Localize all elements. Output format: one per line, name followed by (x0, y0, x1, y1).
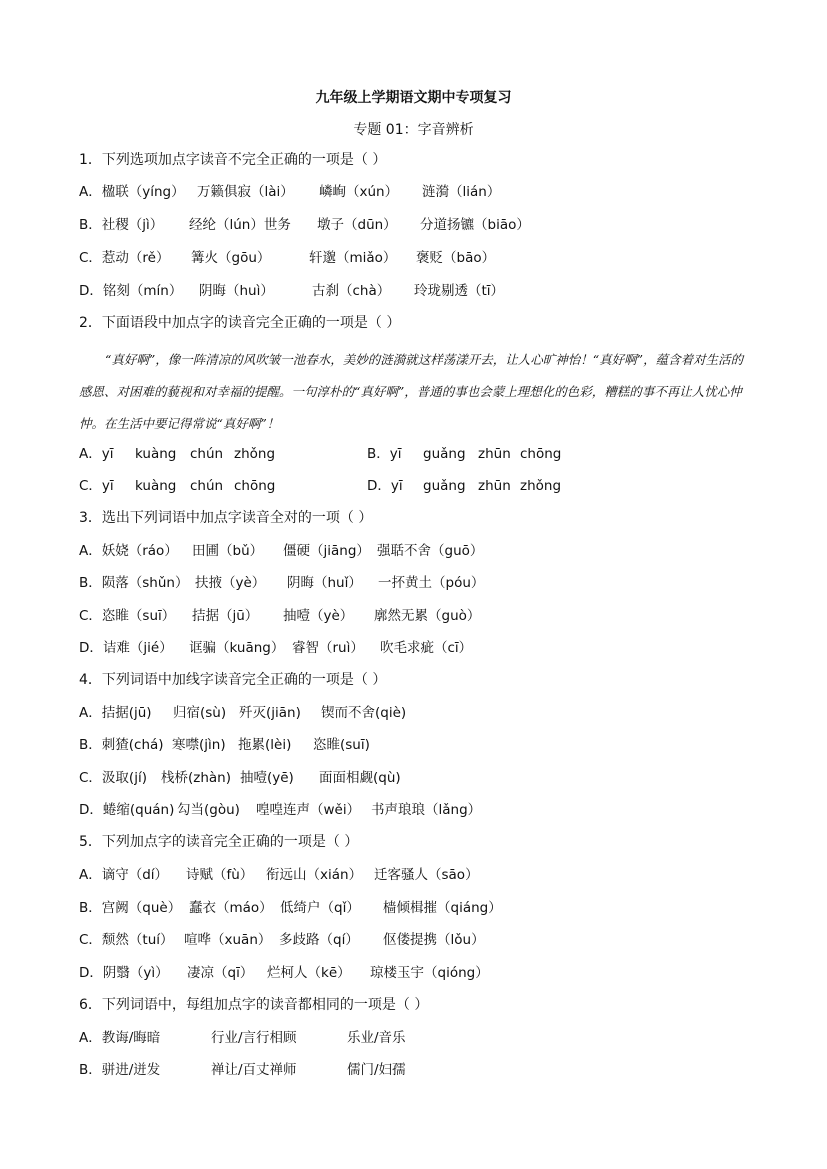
option-part: A．拮据(jū) (79, 705, 152, 721)
option-part: 诓骗（kuāng） (189, 640, 285, 656)
question-5-option-b (79, 898, 502, 918)
question-1-option-b (79, 215, 530, 235)
option-part: D．阴翳（yì） (79, 965, 169, 981)
option-part: 诗赋（fù） (186, 867, 254, 883)
option-part: B．yī (367, 446, 402, 462)
option-part: 寒噤(jìn) (172, 737, 226, 753)
option-part: 书声琅琅（lǎng） (371, 802, 482, 818)
question-2-stem: 2．下面语段中加点字的读音完全正确的一项是（ ） (79, 315, 401, 331)
option-part: 睿智（ruì） (292, 640, 364, 656)
option-part: 凄凉（qī） (187, 965, 254, 981)
option-part: B．刺猹(chá) (79, 737, 164, 753)
question-2-passage: “真好啊”，像一阵清凉的风吹皱一池春水，美妙的涟漪就这样荡漾开去，让人心旷神怡！“真好啊”，蕴含着对生活的感恩、对困难的藐视和对幸福的提醒。一句淳朴的“真好啊”，普通的事也会蒙上理想化的色彩，糟糕的事不再让人忧心忡忡。在生活中要记得常说“真好啊”！ (79, 352, 744, 431)
option-part: 衔远山（xián） (266, 867, 363, 883)
option-part: chún (190, 478, 224, 494)
option-part: 阴晦（huǐ） (287, 575, 362, 591)
option-part: 吹毛求疵（cī） (380, 640, 473, 656)
question-1-option-a (79, 182, 500, 202)
option-part: 归宿(sù) (173, 705, 227, 721)
option-part: 阴晦（huì） (199, 283, 274, 299)
option-part: 拖累(lèi) (238, 737, 292, 753)
option-part: chōng (234, 478, 276, 494)
question-2-option-a (79, 444, 275, 464)
option-part: 多歧路（qí） (279, 932, 359, 948)
option-part: 廓然无累（guò） (374, 608, 481, 624)
option-part: A．教诲/晦暗 (79, 1030, 161, 1046)
option-part: C．惹动（rě） (79, 250, 170, 266)
option-part: 经纶（lún）世务 (189, 217, 291, 233)
option-part: C．yī (79, 478, 114, 494)
option-part: 儒门/妇孺 (347, 1062, 406, 1078)
option-part: 涟漪（lián） (422, 184, 501, 200)
question-2-option-d (367, 476, 561, 496)
option-part: kuàng (135, 478, 177, 494)
option-part: A．yī (79, 446, 114, 462)
page-subtitle: 专题 01：字音辨析 (353, 122, 474, 138)
option-part: 田圃（bǔ） (192, 543, 264, 559)
option-part: D．蜷缩(quán) (79, 802, 175, 818)
option-part: B．陨落（shǔn） (79, 575, 189, 591)
option-part: 轩邈（miǎo） (309, 250, 397, 266)
option-part: 抽噎(yē) (240, 770, 294, 786)
question-3-option-a (79, 541, 483, 561)
option-part: 恣睢(suī) (313, 737, 370, 753)
option-part: zhūn (478, 478, 511, 494)
option-part: 玲珑剔透（tī） (414, 283, 505, 299)
option-part: 锲而不舍(qiè) (321, 705, 407, 721)
option-part: 禅让/百丈禅师 (211, 1062, 297, 1078)
question-6-stem: 6．下列词语中，每组加点字的读音都相同的一项是（ ） (79, 997, 429, 1013)
option-part: C．颓然（tuí） (79, 932, 174, 948)
option-part: 伛偻提携（lǒu） (383, 932, 485, 948)
question-3-option-d (79, 638, 472, 658)
option-part: 歼灭(jiān) (239, 705, 301, 721)
question-3-stem: 3．选出下列词语中加点字读音全对的一项（ ） (79, 510, 373, 526)
option-part: zhūn (478, 446, 511, 462)
option-part: guǎng (423, 446, 466, 462)
option-part: A．妖娆（ráo） (79, 543, 178, 559)
option-part: 勾当(gòu) (177, 802, 240, 818)
option-part: 蠢衣（máo） (189, 900, 273, 916)
option-part: 嶙峋（xún） (319, 184, 399, 200)
option-part: kuàng (135, 446, 177, 462)
question-1-stem: 1．下列选项加点字读音不完全正确的一项是（ ） (79, 152, 387, 168)
question-5-stem: 5．下列加点字的读音完全正确的一项是（ ） (79, 834, 359, 850)
option-part: D．铭刻（mín） (79, 283, 183, 299)
option-part: chōng (520, 446, 562, 462)
option-part: A．楹联（yíng） (79, 184, 185, 200)
option-part: 樯倾楫摧（qiáng） (383, 900, 502, 916)
option-part: 迁客骚人（sāo） (374, 867, 479, 883)
option-part: 僵硬（jiāng） (283, 543, 370, 559)
option-part: 分道扬镳（biāo） (420, 217, 530, 233)
option-part: 行业/言行相顾 (211, 1030, 297, 1046)
option-part: C．恣睢（suī） (79, 608, 176, 624)
option-part: D．诘难（jié） (79, 640, 173, 656)
question-4-option-d (79, 800, 481, 820)
option-part: B．骈进/迸发 (79, 1062, 161, 1078)
question-5-option-d (79, 963, 489, 983)
option-part: D．yī (367, 478, 403, 494)
option-part: 扶掖（yè） (195, 575, 266, 591)
question-2-option-c (79, 476, 275, 496)
question-4-option-c (79, 768, 401, 788)
option-part: 古刹（chà） (312, 283, 391, 299)
option-part: chún (190, 446, 224, 462)
option-part: guǎng (423, 478, 466, 494)
option-part: 栈桥(zhàn) (161, 770, 232, 786)
option-part: 乐业/音乐 (347, 1030, 406, 1046)
question-6-option-b (79, 1060, 406, 1080)
option-part: 强聒不舍（guō） (377, 543, 484, 559)
question-1-option-c (79, 248, 495, 268)
question-3-option-b (79, 573, 484, 593)
option-part: 篝火（gōu） (191, 250, 271, 266)
question-4-stem: 4．下列词语中加线字读音完全正确的一项是（ ） (79, 672, 387, 688)
option-part: 万籁俱寂（lài） (197, 184, 294, 200)
option-part: A．谪守（dí） (79, 867, 169, 883)
option-part: B．宫阙（què） (79, 900, 182, 916)
option-part: 拮据（jū） (192, 608, 259, 624)
option-part: B．社稷（jì） (79, 217, 164, 233)
option-part: zhǒng (520, 478, 562, 494)
option-part: 面面相觑(qù) (319, 770, 401, 786)
option-part: 烂柯人（kē） (267, 965, 351, 981)
option-part: 抽噎（yè） (283, 608, 354, 624)
option-part: zhǒng (234, 446, 276, 462)
option-part: 喧哗（xuān） (184, 932, 272, 948)
option-part: 褒贬（bāo） (416, 250, 496, 266)
question-5-option-a (79, 865, 479, 885)
question-6-option-a (79, 1028, 406, 1048)
question-2-option-b (367, 444, 561, 464)
page-title: 九年级上学期语文期中专项复习 (315, 90, 512, 106)
option-part: 一抔黄土（póu） (378, 575, 485, 591)
option-part: 喤喤连声（wěi） (256, 802, 361, 818)
question-4-option-a (79, 703, 406, 723)
option-part: C．汲取(jí) (79, 770, 147, 786)
question-3-option-c (79, 606, 480, 626)
question-1-option-d (79, 281, 504, 301)
question-5-option-c (79, 930, 485, 950)
question-4-option-b (79, 735, 370, 755)
option-part: 墩子（dūn） (317, 217, 397, 233)
option-part: 琼楼玉宇（qióng） (370, 965, 489, 981)
option-part: 低绮户（qǐ） (280, 900, 360, 916)
